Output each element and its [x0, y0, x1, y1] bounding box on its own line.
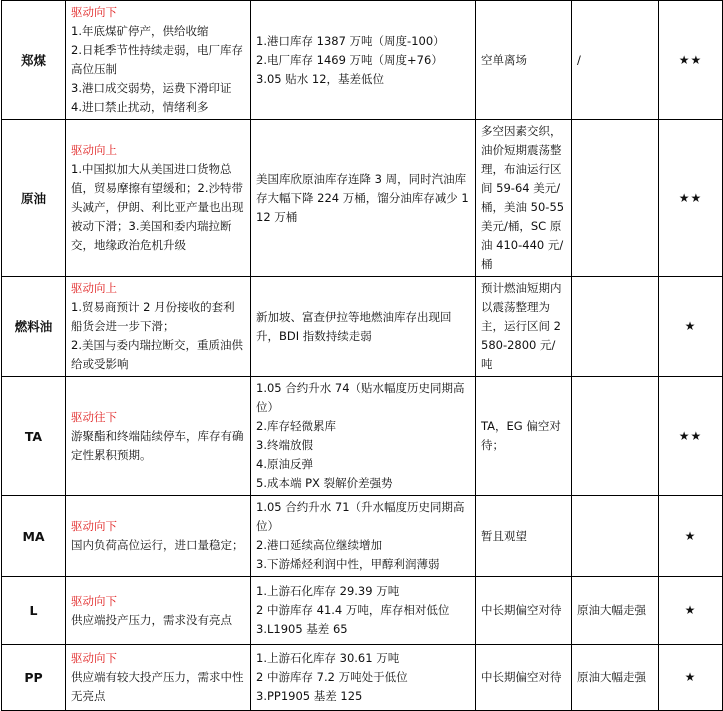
- data-line: 4.原油反弹: [256, 457, 313, 471]
- strategy-cell: 多空因素交织，油价短期震荡整理，布油运行区间 59-64 美元/桶，美油 50-55 美元/桶，SC 原油 410-440 元/桶: [476, 120, 572, 277]
- star-rating: ★★: [659, 377, 723, 496]
- star-rating: ★: [659, 577, 723, 645]
- data-line: 2 中游库存 41.4 万吨，库存相对低位: [256, 603, 450, 617]
- reason-text: 1.中国拟加大从美国进口货物总值，贸易摩擦有望缓和；2.沙特带头减产，伊朗、利比亚产量也出现被动下滑；3.美国和委内瑞拉断交，地缘政治危机升级: [71, 162, 244, 252]
- commodity-name: MA: [2, 496, 66, 577]
- reason-line: 2.日耗季节性持续走弱，电厂库存高位压制: [71, 43, 243, 76]
- reason-line: 2.美国与委内瑞拉断交，重质油供给或受影响: [71, 338, 243, 371]
- reason-line: 3.港口成交弱势，运费下滑印证: [71, 81, 232, 95]
- data-line: 1.港口库存 1387 万吨（周度-100）: [256, 33, 445, 48]
- driver-direction: 驱动往下: [71, 409, 117, 424]
- data-line: 1.上游石化库存 29.39 万吨: [256, 584, 400, 598]
- data-line: 2.库存轻微累库: [256, 419, 336, 433]
- star-rating: ★★: [659, 1, 723, 120]
- driver-cell: [66, 645, 251, 711]
- data-line: 5.成本端 PX 裂解价差强势: [256, 476, 393, 490]
- data-line: 3.下游烯烃利润中性，甲醇利润薄弱: [256, 557, 440, 571]
- data-line: 1.05 合约升水 71（升水幅度历史同期高位）: [256, 500, 465, 533]
- data-line: 2.港口延续高位继续增加: [256, 538, 382, 552]
- commodity-name: 郑煤: [2, 1, 66, 120]
- extra-cell: 原油大幅走强: [572, 577, 659, 645]
- table-row: [2, 577, 723, 645]
- data-line: 3.05 贴水 12，基差低位: [256, 71, 385, 86]
- extra-cell: [572, 496, 659, 577]
- data-cell: [251, 377, 476, 496]
- data-cell: [251, 577, 476, 645]
- extra-cell: [572, 120, 659, 277]
- strategy-cell: 暂且观望: [476, 496, 572, 577]
- driver-cell: [66, 120, 251, 277]
- commodity-name: L: [2, 577, 66, 645]
- data-line: 2 中游库存 7.2 万吨处于低位: [256, 670, 408, 684]
- extra-cell: [572, 277, 659, 377]
- commodity-name: 燃料油: [2, 277, 66, 377]
- driver-cell: [66, 577, 251, 645]
- data-text: 新加坡、富查伊拉等地燃油库存出现回升，BDI 指数持续走弱: [256, 309, 452, 343]
- reason-text: 国内负荷高位运行，进口量稳定；: [71, 538, 244, 552]
- data-cell: [251, 277, 476, 377]
- data-cell: [251, 645, 476, 711]
- extra-cell: /: [572, 1, 659, 120]
- star-rating: ★: [659, 496, 723, 577]
- driver-direction: 驱动向下: [71, 651, 117, 665]
- strategy-cell: 中长期偏空对待: [476, 645, 572, 711]
- data-line: 2.电厂库存 1469 万吨（周度+76）: [256, 52, 443, 67]
- data-line: 1.上游石化库存 30.61 万吨: [256, 651, 400, 665]
- reason-text: 游聚酯和终端陆续停车，库存有确定性累积预期。: [71, 428, 244, 462]
- driver-direction: 驱动向下: [71, 5, 117, 19]
- reason-line: 1.年底煤矿停产，供给收缩: [71, 24, 209, 38]
- data-text: 美国库欣原油库存连降 3 周，同时汽油库存大幅下降 224 万桶，馏分油库存减少 112 万桶: [256, 171, 469, 224]
- data-line: 3.L1905 基差 65: [256, 622, 348, 636]
- data-cell: [251, 496, 476, 577]
- data-line: 3.终端放假: [256, 438, 313, 452]
- driver-cell: [66, 377, 251, 496]
- data-line: 1.05 合约升水 74（贴水幅度历史同期高位）: [256, 381, 465, 414]
- table-row: [2, 277, 723, 377]
- extra-cell: 原油大幅走强: [572, 645, 659, 711]
- extra-cell: [572, 377, 659, 496]
- commodity-name: PP: [2, 645, 66, 711]
- reason-text: 供应端投产压力，需求没有亮点: [71, 612, 232, 627]
- driver-cell: [66, 277, 251, 377]
- table-row: [2, 1, 723, 120]
- strategy-cell: 预计燃油短期内以震荡整理为主，运行区间 2580-2800 元/吨: [476, 277, 572, 377]
- driver-direction: 驱动向下: [71, 593, 117, 608]
- commodity-name: TA: [2, 377, 66, 496]
- table-row: [2, 377, 723, 496]
- driver-direction: 驱动向上: [71, 281, 117, 295]
- reason-text: 供应端有较大投产压力，需求中性无亮点: [71, 670, 244, 703]
- star-rating: ★: [659, 277, 723, 377]
- table-row: [2, 645, 723, 711]
- data-cell: [251, 1, 476, 120]
- data-cell: [251, 120, 476, 277]
- commodity-name: 原油: [2, 120, 66, 277]
- table-row: [2, 120, 723, 277]
- driver-cell: [66, 1, 251, 120]
- driver-direction: 驱动向上: [71, 143, 117, 157]
- table-row: [2, 496, 723, 577]
- driver-direction: 驱动向下: [71, 519, 117, 533]
- strategy-cell: 空单离场: [476, 1, 572, 120]
- driver-cell: [66, 496, 251, 577]
- reason-line: 1.贸易商预计 2 月份接收的套利船货会进一步下滑；: [71, 300, 235, 333]
- reason-line: 4.进口禁止扰动，情绪利多: [71, 100, 209, 114]
- star-rating: ★: [659, 645, 723, 711]
- data-line: 3.PP1905 基差 125: [256, 689, 363, 703]
- strategy-cell: 中长期偏空对待: [476, 577, 572, 645]
- commodity-table: [1, 0, 723, 711]
- star-rating: ★★: [659, 120, 723, 277]
- strategy-cell: TA，EG 偏空对待；: [476, 377, 572, 496]
